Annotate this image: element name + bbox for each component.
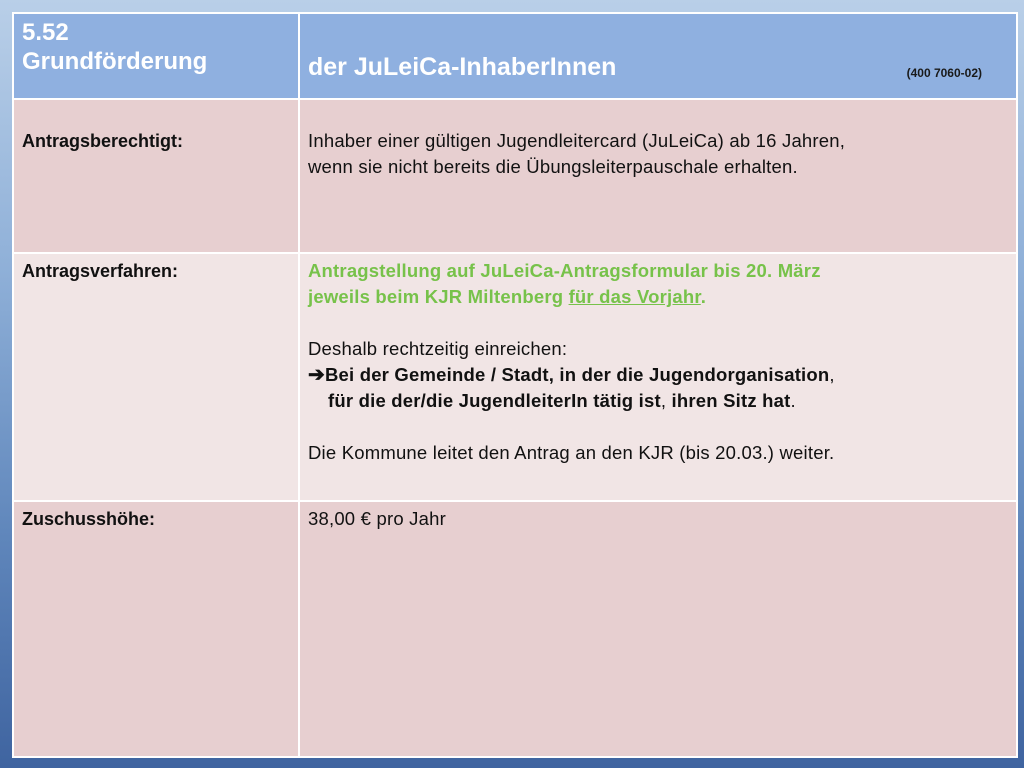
label-cell-antragsberechtigt [13,99,299,253]
vorjahr-link[interactable]: für das Vorjahr [568,286,701,307]
header-content-cell [299,13,1017,99]
antragstellung-line-2 [308,284,1006,310]
bullet-line-2-bold-b: ihren Sitz hat [671,390,791,411]
bullet-line-2-bold-a: für die der/die JugendleiterIn tätig ist [328,390,661,411]
content-cell-zuschusshoehe [299,501,1017,757]
antragstellung-prefix: jeweils beim KJR Miltenberg [308,286,569,307]
antragsberechtigt-line-2: wenn sie nicht bereits die Übungsleiterpauschale erhalten. [308,156,798,177]
kommune-line: Die Kommune leitet den Antrag an den KJR (bis 20.03.) weiter. [308,442,835,463]
header-label [14,14,298,76]
row-antragsberechtigt [13,99,1017,253]
label-cell-antragsverfahren [13,253,299,501]
zuschusshoehe-value: 38,00 € pro Jahr [308,508,446,529]
label-zuschusshoehe: Zuschusshöhe: [22,509,156,529]
header-row [13,13,1017,99]
label-antragsverfahren: Antragsverfahren: [22,261,179,281]
label-antragsberechtigt: Antragsberechtigt: [22,131,184,151]
label-cell-zuschusshoehe [13,501,299,757]
content-cell-antragsverfahren [299,253,1017,501]
bullet-line-2-tail: . [790,390,796,411]
bullet-line-1-tail: , [829,364,835,385]
row-antragsverfahren [13,253,1017,501]
header-title: der JuLeiCa-InhaberInnen [308,53,617,81]
header-label-cell [13,13,299,99]
antragstellung-line-1: Antragstellung auf JuLeiCa-Antragsformular bis 20. März [308,260,821,281]
bullet-line-2 [308,388,1006,414]
antragstellung-suffix: . [700,286,707,307]
antragsberechtigt-line-1: Inhaber einer gültigen Jugendleitercard (JuLeiCa) ab 16 Jahren, [308,130,846,151]
deshalb-line: Deshalb rechtzeitig einreichen: [308,338,568,359]
row-zuschusshoehe [13,501,1017,757]
header-label-text: Grundförderung [22,48,208,75]
content-cell-antragsberechtigt [299,99,1017,253]
info-table [12,12,1018,758]
bullet-line-1-bold: Bei der Gemeinde / Stadt, in der die Jugendorganisation [324,364,830,385]
arrow-right-icon: ➔ [308,364,325,386]
header-code: (400 7060-02) [906,66,982,80]
bullet-line-2-mid: , [660,390,672,411]
bullet-line-1 [308,362,1006,388]
header-number: 5.52 [22,19,69,46]
